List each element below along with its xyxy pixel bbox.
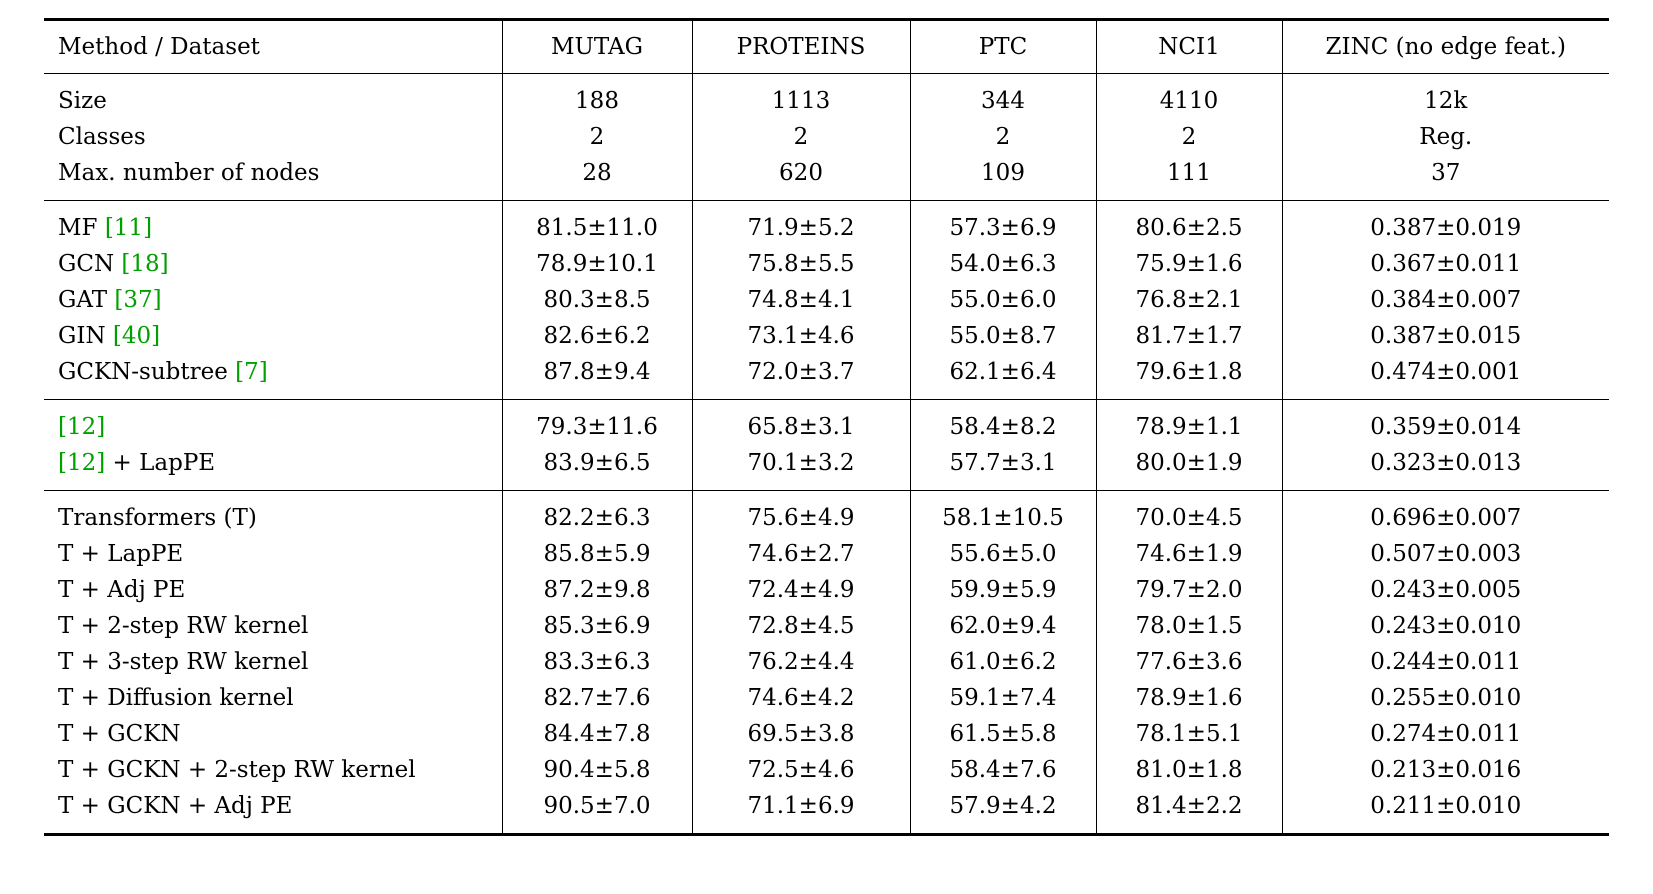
metric-value: 90.5±7.0 [502, 788, 692, 835]
table-row [44, 536, 1609, 572]
row-label-text: T + 3-step RW kernel [58, 649, 309, 675]
citation-link[interactable]: [11] [104, 215, 153, 241]
metric-value: 57.7±3.1 [910, 445, 1096, 491]
metric-value: 54.0±6.3 [910, 246, 1096, 282]
table-row [44, 680, 1609, 716]
info-row-value: 2 [1096, 119, 1282, 155]
method-label [44, 354, 502, 400]
column-header-1: MUTAG [502, 20, 692, 74]
info-row-value: 620 [692, 155, 910, 201]
metric-value: 80.0±1.9 [1096, 445, 1282, 491]
method-label [44, 491, 502, 537]
row-label-suffix: + LapPE [105, 450, 216, 476]
method-label [44, 788, 502, 835]
metric-value: 81.7±1.7 [1096, 318, 1282, 354]
info-row-value: 2 [502, 119, 692, 155]
table-row [44, 246, 1609, 282]
metric-value: 74.8±4.1 [692, 282, 910, 318]
metric-value: 75.8±5.5 [692, 246, 910, 282]
table-row [44, 491, 1609, 537]
metric-value: 78.9±1.6 [1096, 680, 1282, 716]
metric-value: 72.4±4.9 [692, 572, 910, 608]
info-row-value: 4110 [1096, 74, 1282, 120]
metric-value: 61.5±5.8 [910, 716, 1096, 752]
metric-value: 77.6±3.6 [1096, 644, 1282, 680]
info-row-value: 344 [910, 74, 1096, 120]
method-label [44, 572, 502, 608]
method-label [44, 716, 502, 752]
metric-value: 0.387±0.015 [1282, 318, 1609, 354]
metric-value: 0.696±0.007 [1282, 491, 1609, 537]
metric-value: 90.4±5.8 [502, 752, 692, 788]
row-label-text: T + Diffusion kernel [58, 685, 294, 711]
metric-value: 72.8±4.5 [692, 608, 910, 644]
citation-link[interactable]: [18] [121, 251, 169, 277]
metric-value: 61.0±6.2 [910, 644, 1096, 680]
metric-value: 78.9±10.1 [502, 246, 692, 282]
method-label [44, 536, 502, 572]
metric-value: 55.6±5.0 [910, 536, 1096, 572]
table-row [44, 155, 1609, 201]
metric-value: 55.0±6.0 [910, 282, 1096, 318]
info-row-value: 12k [1282, 74, 1609, 120]
method-label [44, 201, 502, 247]
metric-value: 83.3±6.3 [502, 644, 692, 680]
row-label-text: GCN [58, 251, 122, 277]
metric-value: 58.4±7.6 [910, 752, 1096, 788]
info-row-value: 109 [910, 155, 1096, 201]
metric-value: 71.1±6.9 [692, 788, 910, 835]
metric-value: 0.213±0.016 [1282, 752, 1609, 788]
metric-value: 72.5±4.6 [692, 752, 910, 788]
metric-value: 85.3±6.9 [502, 608, 692, 644]
metric-value: 0.507±0.003 [1282, 536, 1609, 572]
metric-value: 59.9±5.9 [910, 572, 1096, 608]
table-row [44, 201, 1609, 247]
metric-value: 82.7±7.6 [502, 680, 692, 716]
table-row [44, 318, 1609, 354]
column-header-3: PTC [910, 20, 1096, 74]
metric-value: 57.9±4.2 [910, 788, 1096, 835]
table-row [44, 282, 1609, 318]
results-table-body [44, 20, 1609, 835]
metric-value: 80.6±2.5 [1096, 201, 1282, 247]
metric-value: 0.359±0.014 [1282, 400, 1609, 446]
row-label-text: MF [58, 215, 105, 241]
table-row [44, 644, 1609, 680]
method-label [44, 644, 502, 680]
metric-value: 87.2±9.8 [502, 572, 692, 608]
metric-value: 0.323±0.013 [1282, 445, 1609, 491]
metric-value: 79.3±11.6 [502, 400, 692, 446]
metric-value: 73.1±4.6 [692, 318, 910, 354]
info-row-value: 2 [910, 119, 1096, 155]
metric-value: 57.3±6.9 [910, 201, 1096, 247]
table-row [44, 752, 1609, 788]
metric-value: 78.9±1.1 [1096, 400, 1282, 446]
metric-value: 0.243±0.005 [1282, 572, 1609, 608]
metric-value: 76.8±2.1 [1096, 282, 1282, 318]
citation-link[interactable]: [7] [235, 359, 268, 385]
metric-value: 70.0±4.5 [1096, 491, 1282, 537]
metric-value: 80.3±8.5 [502, 282, 692, 318]
metric-value: 65.8±3.1 [692, 400, 910, 446]
metric-value: 0.474±0.001 [1282, 354, 1609, 400]
column-header-method: Method / Dataset [44, 20, 502, 74]
metric-value: 81.5±11.0 [502, 201, 692, 247]
column-header-5: ZINC (no edge feat.) [1282, 20, 1609, 74]
method-label [44, 445, 502, 491]
metric-value: 76.2±4.4 [692, 644, 910, 680]
info-row-label: Max. number of nodes [58, 160, 320, 186]
info-row-value: 2 [692, 119, 910, 155]
info-row-label: Size [58, 88, 107, 114]
table-row [44, 445, 1609, 491]
column-header-4: NCI1 [1096, 20, 1282, 74]
metric-value: 82.2±6.3 [502, 491, 692, 537]
info-row-value: 37 [1282, 155, 1609, 201]
row-label-text: GIN [58, 323, 113, 349]
method-label [44, 318, 502, 354]
metric-value: 0.387±0.019 [1282, 201, 1609, 247]
citation-link[interactable]: [40] [112, 323, 161, 349]
metric-value: 62.1±6.4 [910, 354, 1096, 400]
metric-value: 84.4±7.8 [502, 716, 692, 752]
metric-value: 69.5±3.8 [692, 716, 910, 752]
info-row-value: 111 [1096, 155, 1282, 201]
metric-value: 0.367±0.011 [1282, 246, 1609, 282]
table-row [44, 400, 1609, 446]
table-row [44, 788, 1609, 835]
metric-value: 58.4±8.2 [910, 400, 1096, 446]
metric-value: 71.9±5.2 [692, 201, 910, 247]
metric-value: 0.255±0.010 [1282, 680, 1609, 716]
metric-value: 62.0±9.4 [910, 608, 1096, 644]
metric-value: 75.9±1.6 [1096, 246, 1282, 282]
metric-value: 82.6±6.2 [502, 318, 692, 354]
metric-value: 79.7±2.0 [1096, 572, 1282, 608]
column-header-2: PROTEINS [692, 20, 910, 74]
method-label [44, 680, 502, 716]
row-label-text: GAT [58, 287, 115, 313]
table-row [44, 119, 1609, 155]
row-label-text: T + GCKN + 2-step RW kernel [58, 757, 416, 783]
results-table [44, 18, 1609, 836]
row-label-text: T + Adj PE [58, 577, 186, 603]
table-row [44, 354, 1609, 400]
metric-value: 59.1±7.4 [910, 680, 1096, 716]
metric-value: 85.8±5.9 [502, 536, 692, 572]
metric-value: 0.274±0.011 [1282, 716, 1609, 752]
info-row-label: Classes [58, 124, 146, 150]
metric-value: 0.384±0.007 [1282, 282, 1609, 318]
row-label-text: T + LapPE [58, 541, 184, 567]
table-row [44, 20, 1609, 74]
citation-link[interactable]: [12] [58, 450, 106, 476]
method-label [44, 752, 502, 788]
method-label [44, 282, 502, 318]
metric-value: 87.8±9.4 [502, 354, 692, 400]
row-label-text: GCKN-subtree [58, 359, 236, 385]
row-label-text: T + 2-step RW kernel [58, 613, 309, 639]
table-row [44, 572, 1609, 608]
table-row [44, 74, 1609, 120]
metric-value: 0.211±0.010 [1282, 788, 1609, 835]
metric-value: 81.4±2.2 [1096, 788, 1282, 835]
citation-link[interactable]: [12] [58, 414, 106, 440]
row-label-text: T + GCKN [58, 721, 181, 747]
method-label [44, 246, 502, 282]
metric-value: 78.1±5.1 [1096, 716, 1282, 752]
metric-value: 83.9±6.5 [502, 445, 692, 491]
method-label [44, 400, 502, 446]
metric-value: 70.1±3.2 [692, 445, 910, 491]
metric-value: 72.0±3.7 [692, 354, 910, 400]
metric-value: 79.6±1.8 [1096, 354, 1282, 400]
info-row-value: 1113 [692, 74, 910, 120]
metric-value: 81.0±1.8 [1096, 752, 1282, 788]
metric-value: 55.0±8.7 [910, 318, 1096, 354]
table-row [44, 608, 1609, 644]
metric-value: 0.243±0.010 [1282, 608, 1609, 644]
row-label-text: Transformers (T) [58, 505, 257, 531]
metric-value: 74.6±4.2 [692, 680, 910, 716]
info-row-value: 188 [502, 74, 692, 120]
metric-value: 78.0±1.5 [1096, 608, 1282, 644]
table-row [44, 716, 1609, 752]
row-label-text: T + GCKN + Adj PE [58, 793, 293, 819]
metric-value: 58.1±10.5 [910, 491, 1096, 537]
citation-link[interactable]: [37] [114, 287, 162, 313]
metric-value: 74.6±1.9 [1096, 536, 1282, 572]
metric-value: 74.6±2.7 [692, 536, 910, 572]
metric-value: 0.244±0.011 [1282, 644, 1609, 680]
method-label [44, 608, 502, 644]
metric-value: 75.6±4.9 [692, 491, 910, 537]
info-row-value: 28 [502, 155, 692, 201]
info-row-value: Reg. [1282, 119, 1609, 155]
